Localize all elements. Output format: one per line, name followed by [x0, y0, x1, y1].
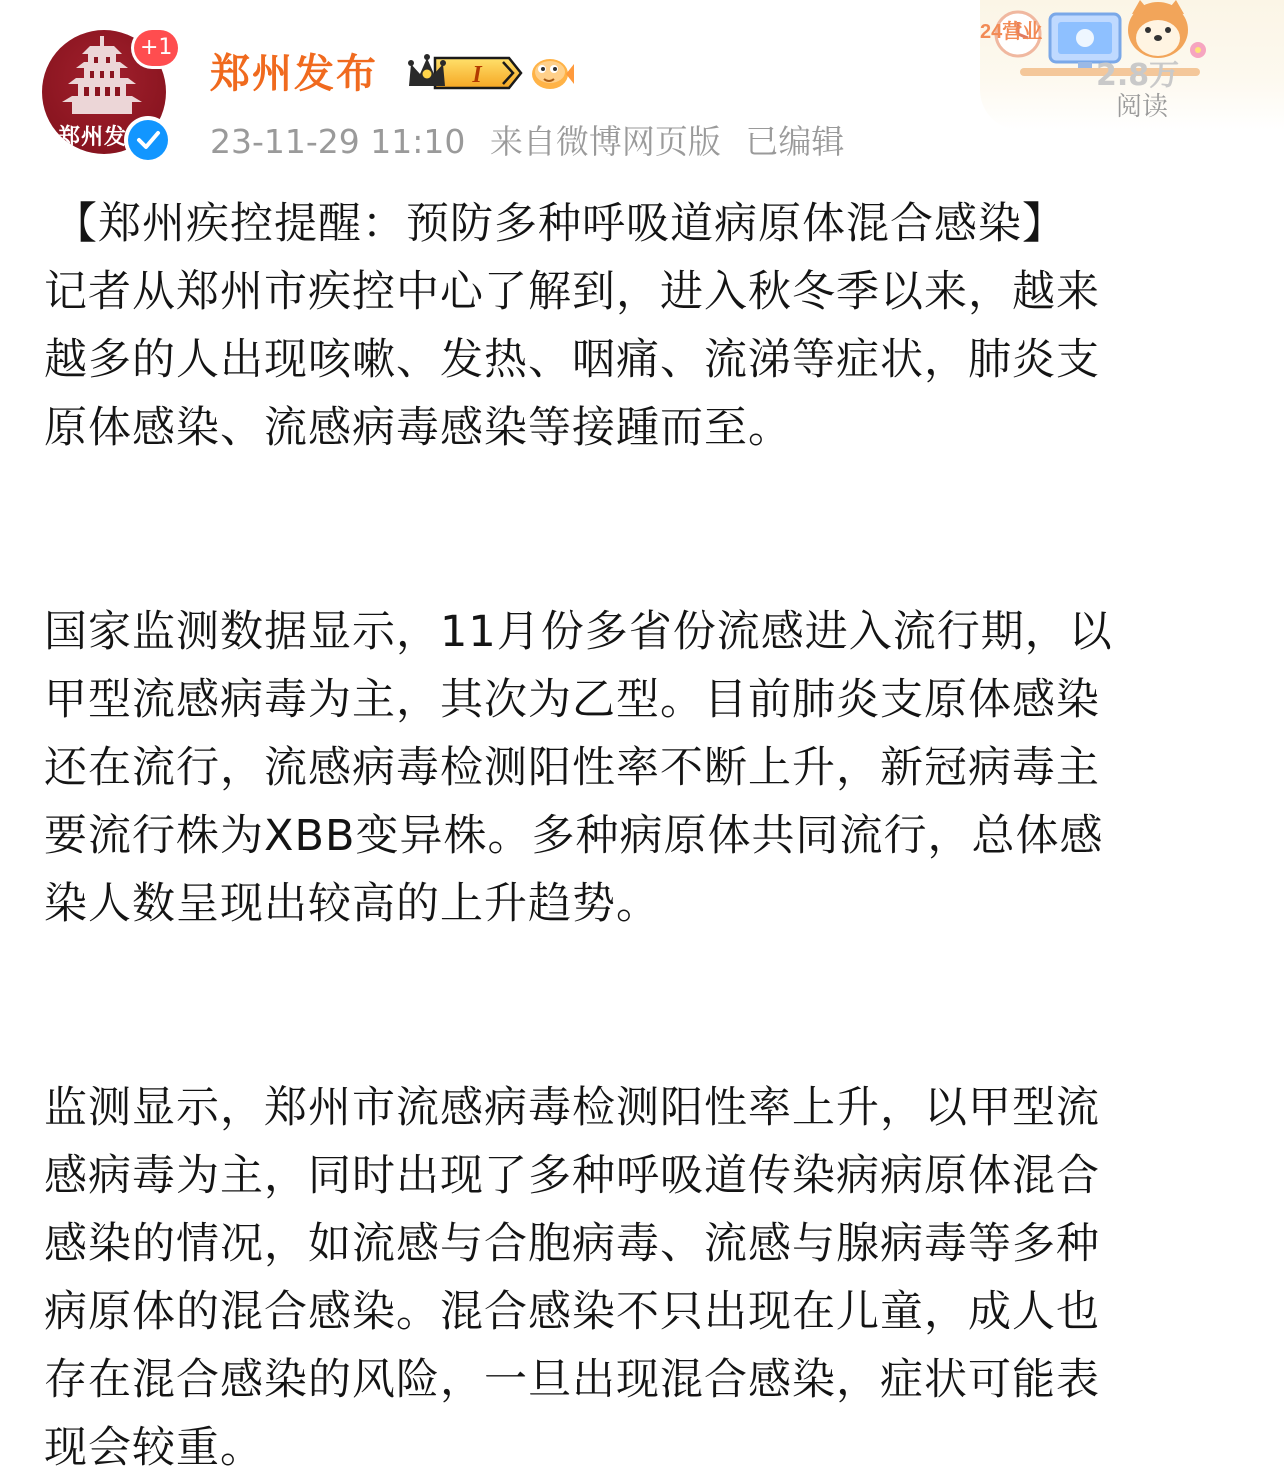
vip-level-label: I [472, 62, 482, 88]
badge-label: 24营业 [980, 21, 1043, 43]
post-paragraph: 记者从郑州市疾控中心了解到，进入秋冬季以来，越来 越多的人出现咳嗽、发热、咽痛、流涕等症状，肺炎支 原体感染、流感病毒感染等接踵而至。 [44, 267, 1100, 453]
verified-check-icon [128, 120, 168, 160]
post-paragraph: 国家监测数据显示，11月份多省份流感进入流行期，以 甲型流感病毒为主，其次为乙型。目前肺炎支原体感染 还在流行，流感病毒检测阳性率不断上升，新冠病毒主 要流行株为XBB变异株。多种病原体共同流行，总体感 染人数呈现出较高的上升趋势。 [44, 607, 1113, 929]
notification-badge[interactable]: +1 [134, 30, 178, 66]
avatar-label: 郑州发 [58, 125, 128, 150]
post-header [0, 0, 1284, 175]
read-count: 2.8万 [1096, 58, 1180, 93]
post-paragraph: 监测显示，郑州市流感病毒检测阳性率上升，以甲型流 感病毒为主，同时出现了多种呼吸道传染病病原体混合 感染的情况，如流感与合胞病毒、流感与腺病毒等多种 病原体的混合感染。混合感染不只出现在儿童，成人也 存在混合感染的风险，一旦出现混合感染，症状可能表 现会较重。 [44, 1083, 1100, 1473]
account-name[interactable]: 郑州发布 [210, 51, 378, 97]
read-label: 阅读 [1116, 92, 1169, 122]
edited-label[interactable]: 已编辑 [745, 122, 845, 161]
paragraph-gap [44, 938, 1240, 1074]
post-title: 【郑州疾控提醒：预防多种呼吸道病原体混合感染】 [54, 199, 1066, 249]
post-body [44, 190, 1240, 1482]
fish-icon [528, 50, 574, 96]
post-meta [210, 116, 858, 163]
post-timestamp: 23-11-29 11:10 [210, 122, 466, 161]
post-source[interactable]: 来自微博网页版 [489, 122, 721, 161]
paragraph-gap [44, 462, 1240, 598]
crown-vip-icon[interactable] [405, 52, 523, 94]
verified-badge [128, 120, 168, 160]
